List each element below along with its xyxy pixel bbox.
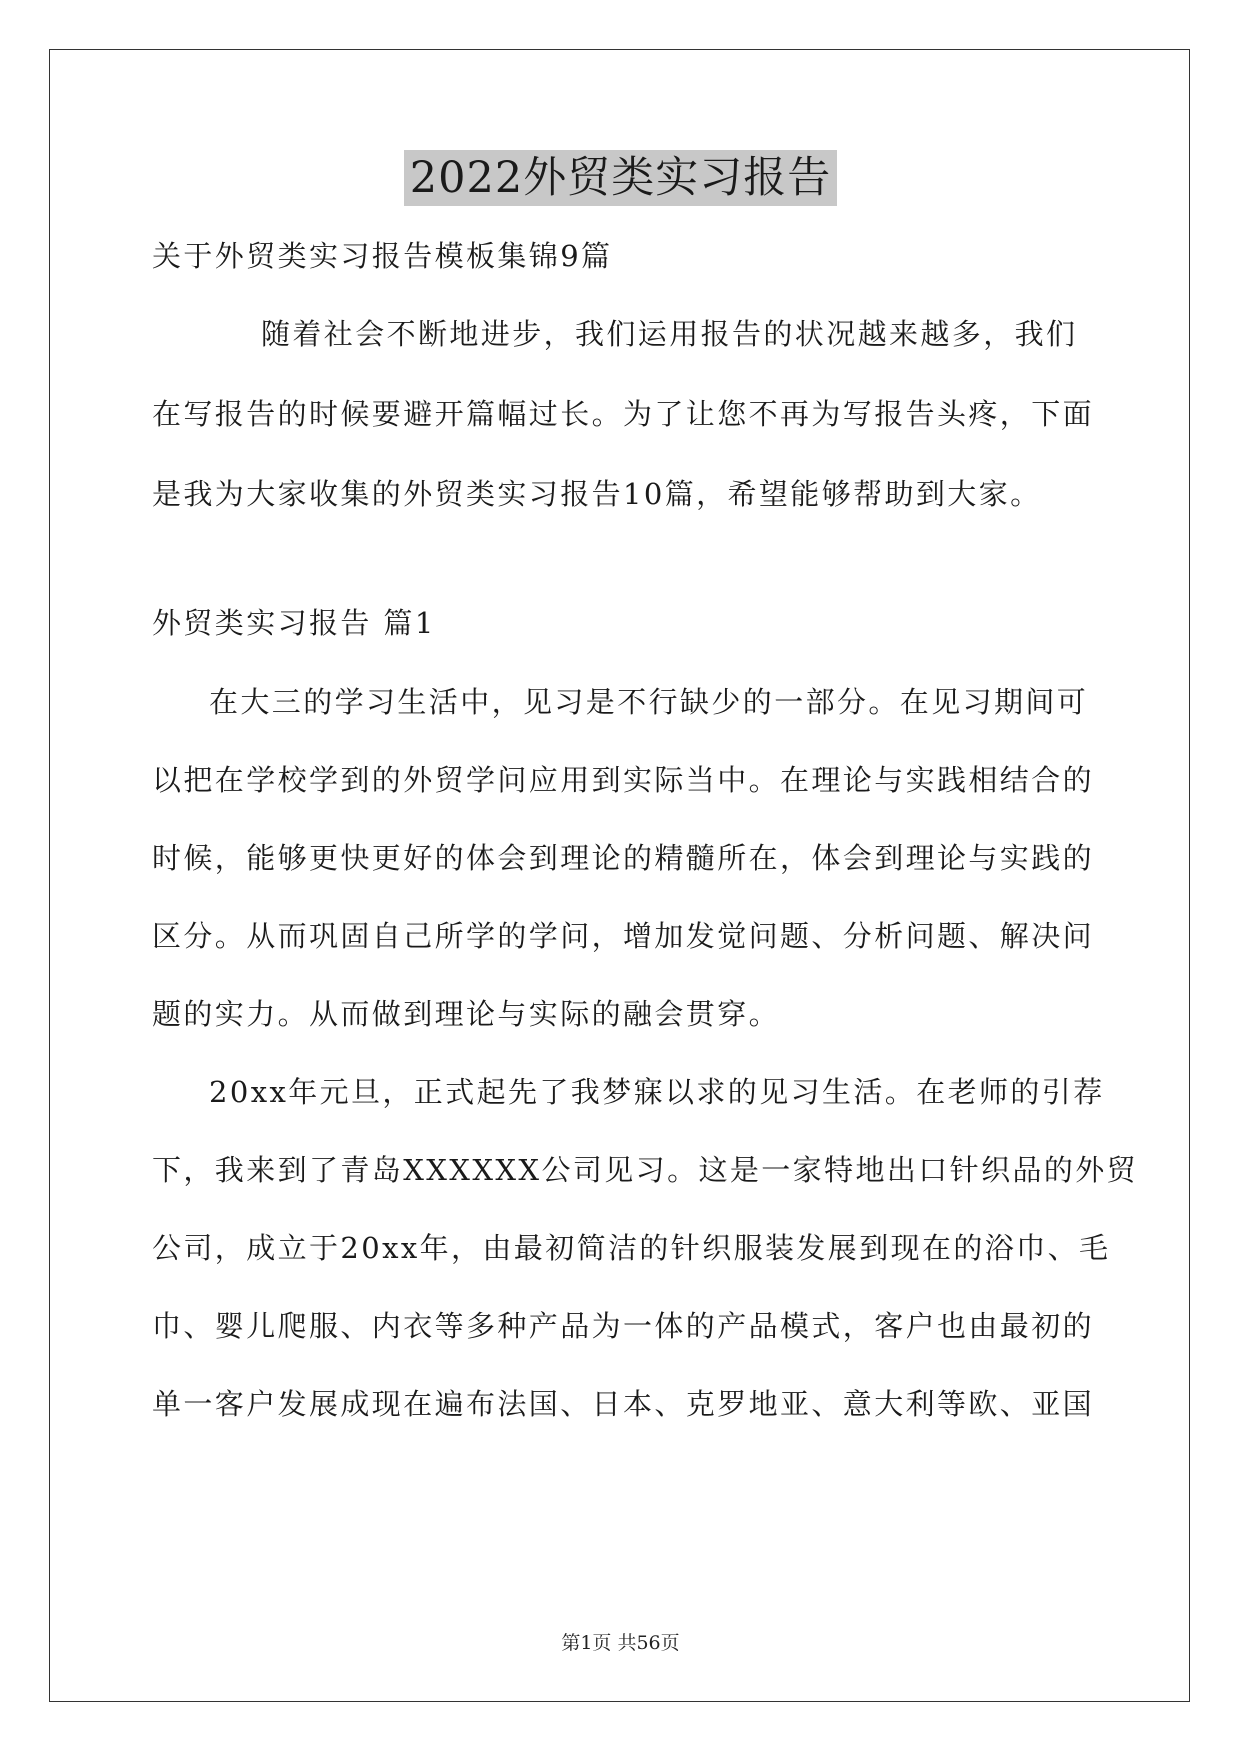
paragraph2-line-3: 公司，成立于20xx年，由最初简洁的针织服装发展到现在的浴巾、毛 (152, 1231, 1111, 1265)
page-footer: 第1页 共56页 (561, 1632, 680, 1654)
paragraph1-line-5: 题的实力。从而做到理论与实际的融会贯穿。 (152, 997, 781, 1031)
intro-line-1: 随着社会不断地进步，我们运用报告的状况越来越多，我们 (261, 317, 1078, 351)
paragraph1-line-3: 时候，能够更快更好的体会到理论的精髓所在，体会到理论与实践的 (152, 841, 1095, 875)
paragraph2-line-5: 单一客户发展成现在遍布法国、日本、克罗地亚、意大利等欧、亚国 (152, 1387, 1095, 1421)
paragraph1-line-1: 在大三的学习生活中，见习是不行缺少的一部分。在见习期间可 (209, 685, 1089, 719)
intro-line-2: 在写报告的时候要避开篇幅过长。为了让您不再为写报告头疼，下面 (152, 397, 1095, 431)
section-heading: 外贸类实习报告 篇1 (152, 606, 436, 640)
paragraph1-line-2: 以把在学校学到的外贸学问应用到实际当中。在理论与实践相结合的 (152, 763, 1095, 797)
paragraph2-line-4: 巾、婴儿爬服、内衣等多种产品为一体的产品模式，客户也由最初的 (152, 1309, 1095, 1343)
title-container (0, 150, 1241, 206)
intro-line-3: 是我为大家收集的外贸类实习报告10篇，希望能够帮助到大家。 (152, 477, 1042, 511)
paragraph2-line-1: 20xx年元旦，正式起先了我梦寐以求的见习生活。在老师的引荐 (209, 1075, 1105, 1109)
paragraph1-line-4: 区分。从而巩固自己所学的学问，增加发觉问题、分析问题、解决问 (152, 919, 1095, 953)
document-subtitle: 关于外贸类实习报告模板集锦9篇 (152, 239, 613, 273)
document-title: 2022外贸类实习报告 (404, 150, 837, 206)
paragraph2-line-2: 下，我来到了青岛XXXXXX公司见习。这是一家特地出口针织品的外贸 (152, 1153, 1139, 1187)
